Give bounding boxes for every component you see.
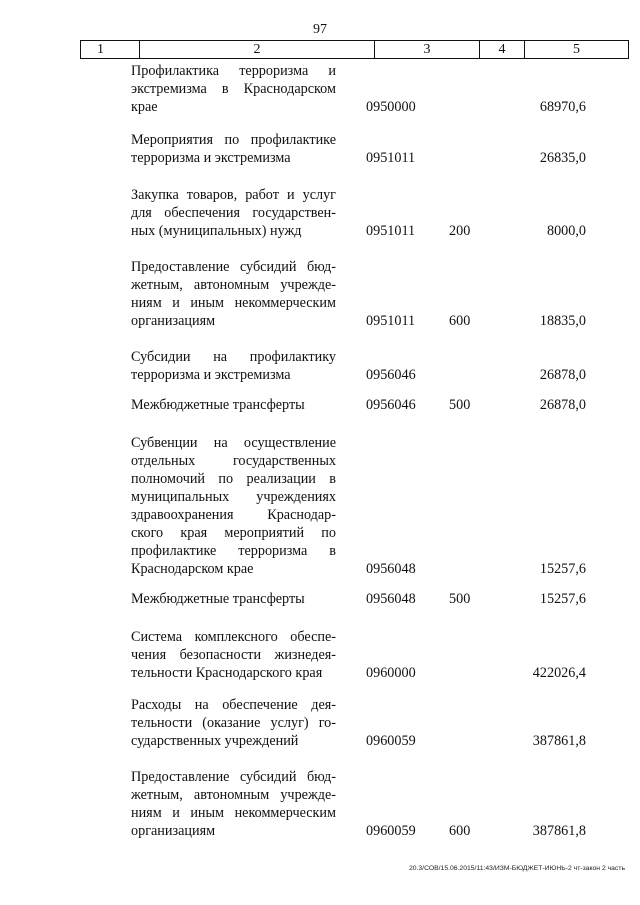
row-code: 0960000 xyxy=(366,665,416,681)
row-code: 0956046 xyxy=(366,367,416,383)
row-name: Субсидии на профилактику терроризма и экстремизма xyxy=(131,349,336,383)
row-code: 0951011 xyxy=(366,313,416,329)
row-name: Межбюджетные трансферты xyxy=(131,591,305,607)
row-type: 500 xyxy=(449,591,471,607)
row-name: Расходы на обеспечение дея- тельности (оказание услуг) го- сударственных учреждений xyxy=(131,697,336,749)
row-amount: 18835,0 xyxy=(539,313,586,329)
row-code: 0951011 xyxy=(366,150,416,166)
row-code: 0960059 xyxy=(366,823,416,839)
row-amount: 422026,4 xyxy=(532,665,586,681)
row-code: 0956048 xyxy=(366,591,416,607)
row-type: 600 xyxy=(449,823,471,839)
row-code: 0956048 xyxy=(366,561,416,577)
column-header-3: 3 xyxy=(375,41,480,59)
row-amount: 15257,6 xyxy=(539,591,586,607)
column-header-5: 5 xyxy=(525,41,629,59)
row-name: Субвенции на осуществление отдельных государственных полномочий по реализации в муниципальных учреждениях здравоохранения Краснодар- ского края мероприятий по профилактике терроризма в Краснодарском крае xyxy=(131,435,336,577)
row-amount: 387861,8 xyxy=(532,733,586,749)
row-name: Мероприятия по профилактике терроризма и экстремизма xyxy=(131,132,336,166)
row-amount: 8000,0 xyxy=(546,223,586,239)
row-name: Закупка товаров, работ и услуг для обеспечения государствен- ных (муниципальных) нужд xyxy=(131,187,336,239)
column-header-1: 1 xyxy=(81,41,140,59)
row-name: Профилактика терроризма и экстремизма в Краснодарском крае xyxy=(131,63,336,115)
row-code: 0956046 xyxy=(366,397,416,413)
row-name: Предоставление субсидий бюд- жетным, автономным учрежде- ниям и иным некоммерческим организациям xyxy=(131,259,336,329)
row-amount: 15257,6 xyxy=(539,561,586,577)
column-header-table xyxy=(80,40,629,59)
column-header-2: 2 xyxy=(140,41,375,59)
row-amount: 68970,6 xyxy=(539,99,586,115)
row-type: 500 xyxy=(449,397,471,413)
row-name: Межбюджетные трансферты xyxy=(131,397,305,413)
row-type: 600 xyxy=(449,313,471,329)
page-number: 97 xyxy=(313,22,327,37)
row-name: Предоставление субсидий бюд- жетным, автономным учрежде- ниям и иным некоммерческим организациям xyxy=(131,769,336,839)
row-code: 0960059 xyxy=(366,733,416,749)
row-amount: 387861,8 xyxy=(532,823,586,839)
column-header-row xyxy=(81,41,629,59)
row-name: Система комплексного обеспе- чения безопасности жизнедея- тельности Краснодарского края xyxy=(131,629,336,681)
row-amount: 26878,0 xyxy=(539,397,586,413)
row-type: 200 xyxy=(449,223,471,239)
row-amount: 26878,0 xyxy=(539,367,586,383)
row-code: 0951011 xyxy=(366,223,416,239)
row-code: 0950000 xyxy=(366,99,416,115)
document-footer: 20.3/СОВ/15.06.2015/11:43/ИЗМ-БЮДЖЕТ-ИЮНЬ-2 чт-закон 2 часть xyxy=(408,865,625,872)
row-amount: 26835,0 xyxy=(539,150,586,166)
column-header-4: 4 xyxy=(480,41,525,59)
